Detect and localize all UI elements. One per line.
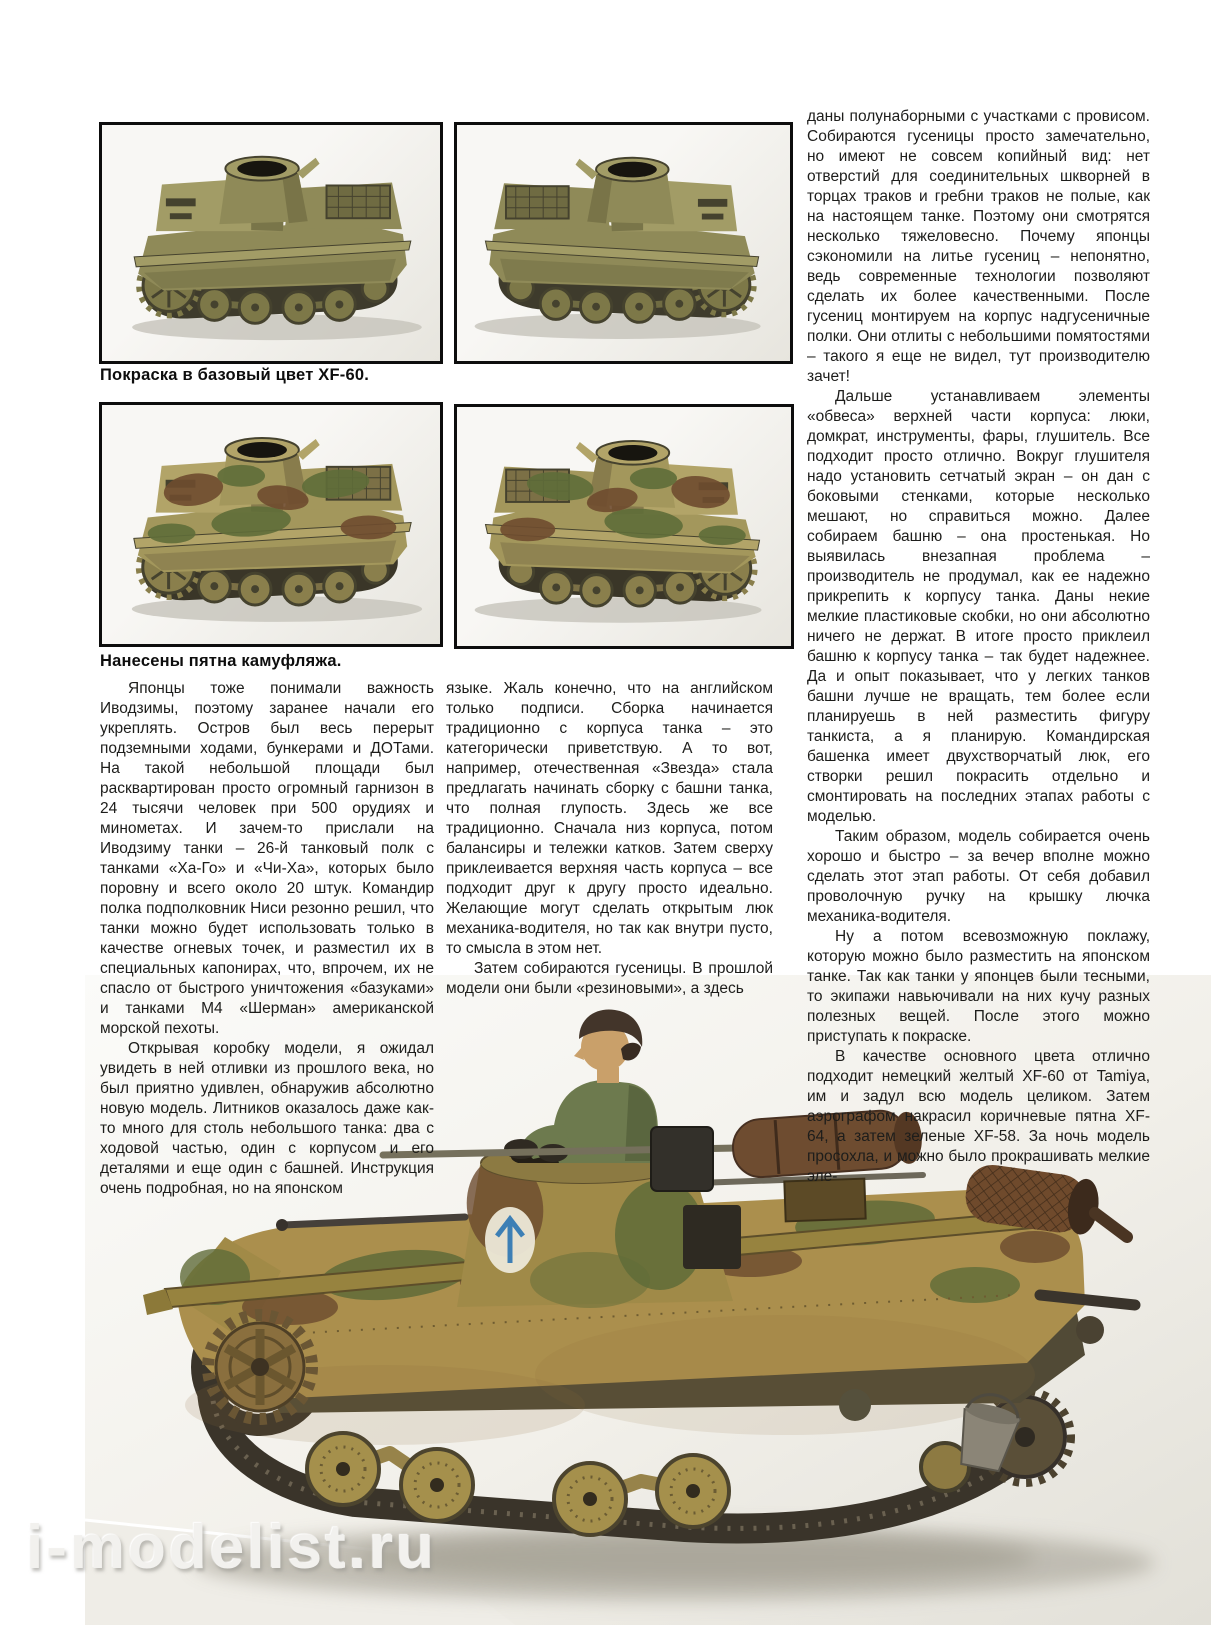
tank-model-illustration (102, 125, 440, 361)
photo-caption-camouflage: Нанесены пятна камуфляжа. (100, 652, 342, 670)
article-paragraph: Открывая коробку модели, я ожидал увидеть в ней отливки из прошлого века, но был приятно удивлен, обнаружив абсолютно новую модель. Литников оказалось даже как-то много для столь небольшого танка: два с ходовой частью, один с корпусом и его деталями и еще один с башней. Инструкция очень подробная, но на японском (100, 1040, 434, 1197)
article-column-middle (446, 679, 773, 999)
site-watermark: i-modelist.ru (26, 1513, 438, 1582)
tank-model-illustration (102, 405, 440, 644)
photo-base-coat-right (454, 122, 793, 364)
article-paragraph: Таким образом, модель собирается очень хорошо и быстро – за вечер вполне можно сделать этот этап работы. От себя добавил проволочную ручку на крышку лючка механика-водителя. (807, 828, 1150, 925)
photo-camouflage-left (99, 402, 443, 647)
article-paragraph: Ну а потом всевозможную поклажу, которую можно было разместить на японском танке. Так как танки у японцев были тесными, то экипажи навьючивали на них кучу разных полезных вещей. После этого можно приступать к покраске. (807, 928, 1150, 1045)
tank-model-illustration (457, 407, 791, 646)
article-paragraph: Дальше устанавливаем элементы «обвеса» верхней части корпуса: люки, домкрат, инструменты, фары, глушитель. Все подходит просто отлично. Вокруг глушителя надо установить сетчатый экран – он дан с боковыми стенками, которые несколько мешают, но справиться можно. Далее собираем башню – она простенькая. Но выявилась внезапная проблема – производитель не продумал, как ее надежно прикрепить к корпусу танка. Даны некие мелкие пластиковые скобки, но они абсолютно ничего не держат. В итоге просто приклеил башню к корпусу танка – так будет надежнее. Да и опыт показывает, что у легких танков башни лучше не вращать, тем более если планируешь в ней разместить фигуру танкиста, а я планирую. Командирская башенка имеет двухстворчатый люк, его створки решил покрасить отдельно и смонтировать на последних этапах работы с моделью. (807, 388, 1150, 825)
article-column-left (100, 679, 434, 1199)
photo-base-coat-left (99, 122, 443, 364)
tank-model-illustration (457, 125, 790, 361)
article-column-right (807, 107, 1150, 1187)
photo-camouflage-right (454, 404, 794, 649)
article-paragraph: Затем собираются гусеницы. В прошлой модели они были «резиновыми», а здесь (446, 960, 773, 997)
article-paragraph: даны полунаборными с участками с провисом. Собираются гусеницы просто замечательно, но имеют не совсем копийный вид: нет отверстий для соединительных шкворней в торцах траков и гребни траков не полые, как на настоящем танке. Поэтому они смотрятся несколько тяжеловесно. Почему японцы сэкономили на литье гусениц – непонятно, ведь современные технологии позволяют сделать их более качественными. После гусениц монтируем на корпус надгусеничные полки. Они отлиты с небольшими помятостями – такого я еще не видел, тут производителю зачет! (807, 108, 1150, 385)
article-paragraph: В качестве основного цвета отлично подходит немецкий желтый XF-60 от Tamiya, им и задул всю модель целиком. Затем аэрографом накрасил коричневые пятна XF-64, а затем зеленые XF-58. За ночь модель просохла, и можно было прокрашивать мелкие эле- (807, 1048, 1150, 1185)
photo-caption-base-coat: Покраска в базовый цвет XF-60. (100, 366, 369, 384)
article-paragraph: языке. Жаль конечно, что на английском только подписи. Сборка начинается традиционно с корпуса танка – это категорически приветствую. А то вот, например, отечественная «Звезда» стала предлагать начинать сборку с башни танка, что полная глупость. Здесь же все традиционно. Сначала низ корпуса, потом балансиры и тележки катков. Затем сверху приклеивается верхняя часть корпуса – все подходит друг к другу просто идеально. Желающие могут сделать открытым люк механика-водителя, но так как внутри пусто, то смысла в этом нет. (446, 680, 773, 957)
article-paragraph: Японцы тоже понимали важность Иводзимы, поэтому заранее начали его укреплять. Остров был весь перерыт подземными ходами, бункерами и ДОТами. На такой небольшой площади был расквартирован просто огромный гарнизон в 24 тысячи человек при 500 орудиях и минометах. И зачем-то прислали на Иводзиму танки – 26-й танковый полк с танками «Ха-Го» и «Чи-Ха», которых было поровну и всего около 20 штук. Командир полка подполковник Ниси резонно решил, что танки можно будет использовать только в качестве огневых точек, и разместил их в специальных капонирах, что, впрочем, их не спасло от быстрого уничтожения «базуками» и танками М4 «Шерман» американской морской пехоты. (100, 680, 434, 1037)
